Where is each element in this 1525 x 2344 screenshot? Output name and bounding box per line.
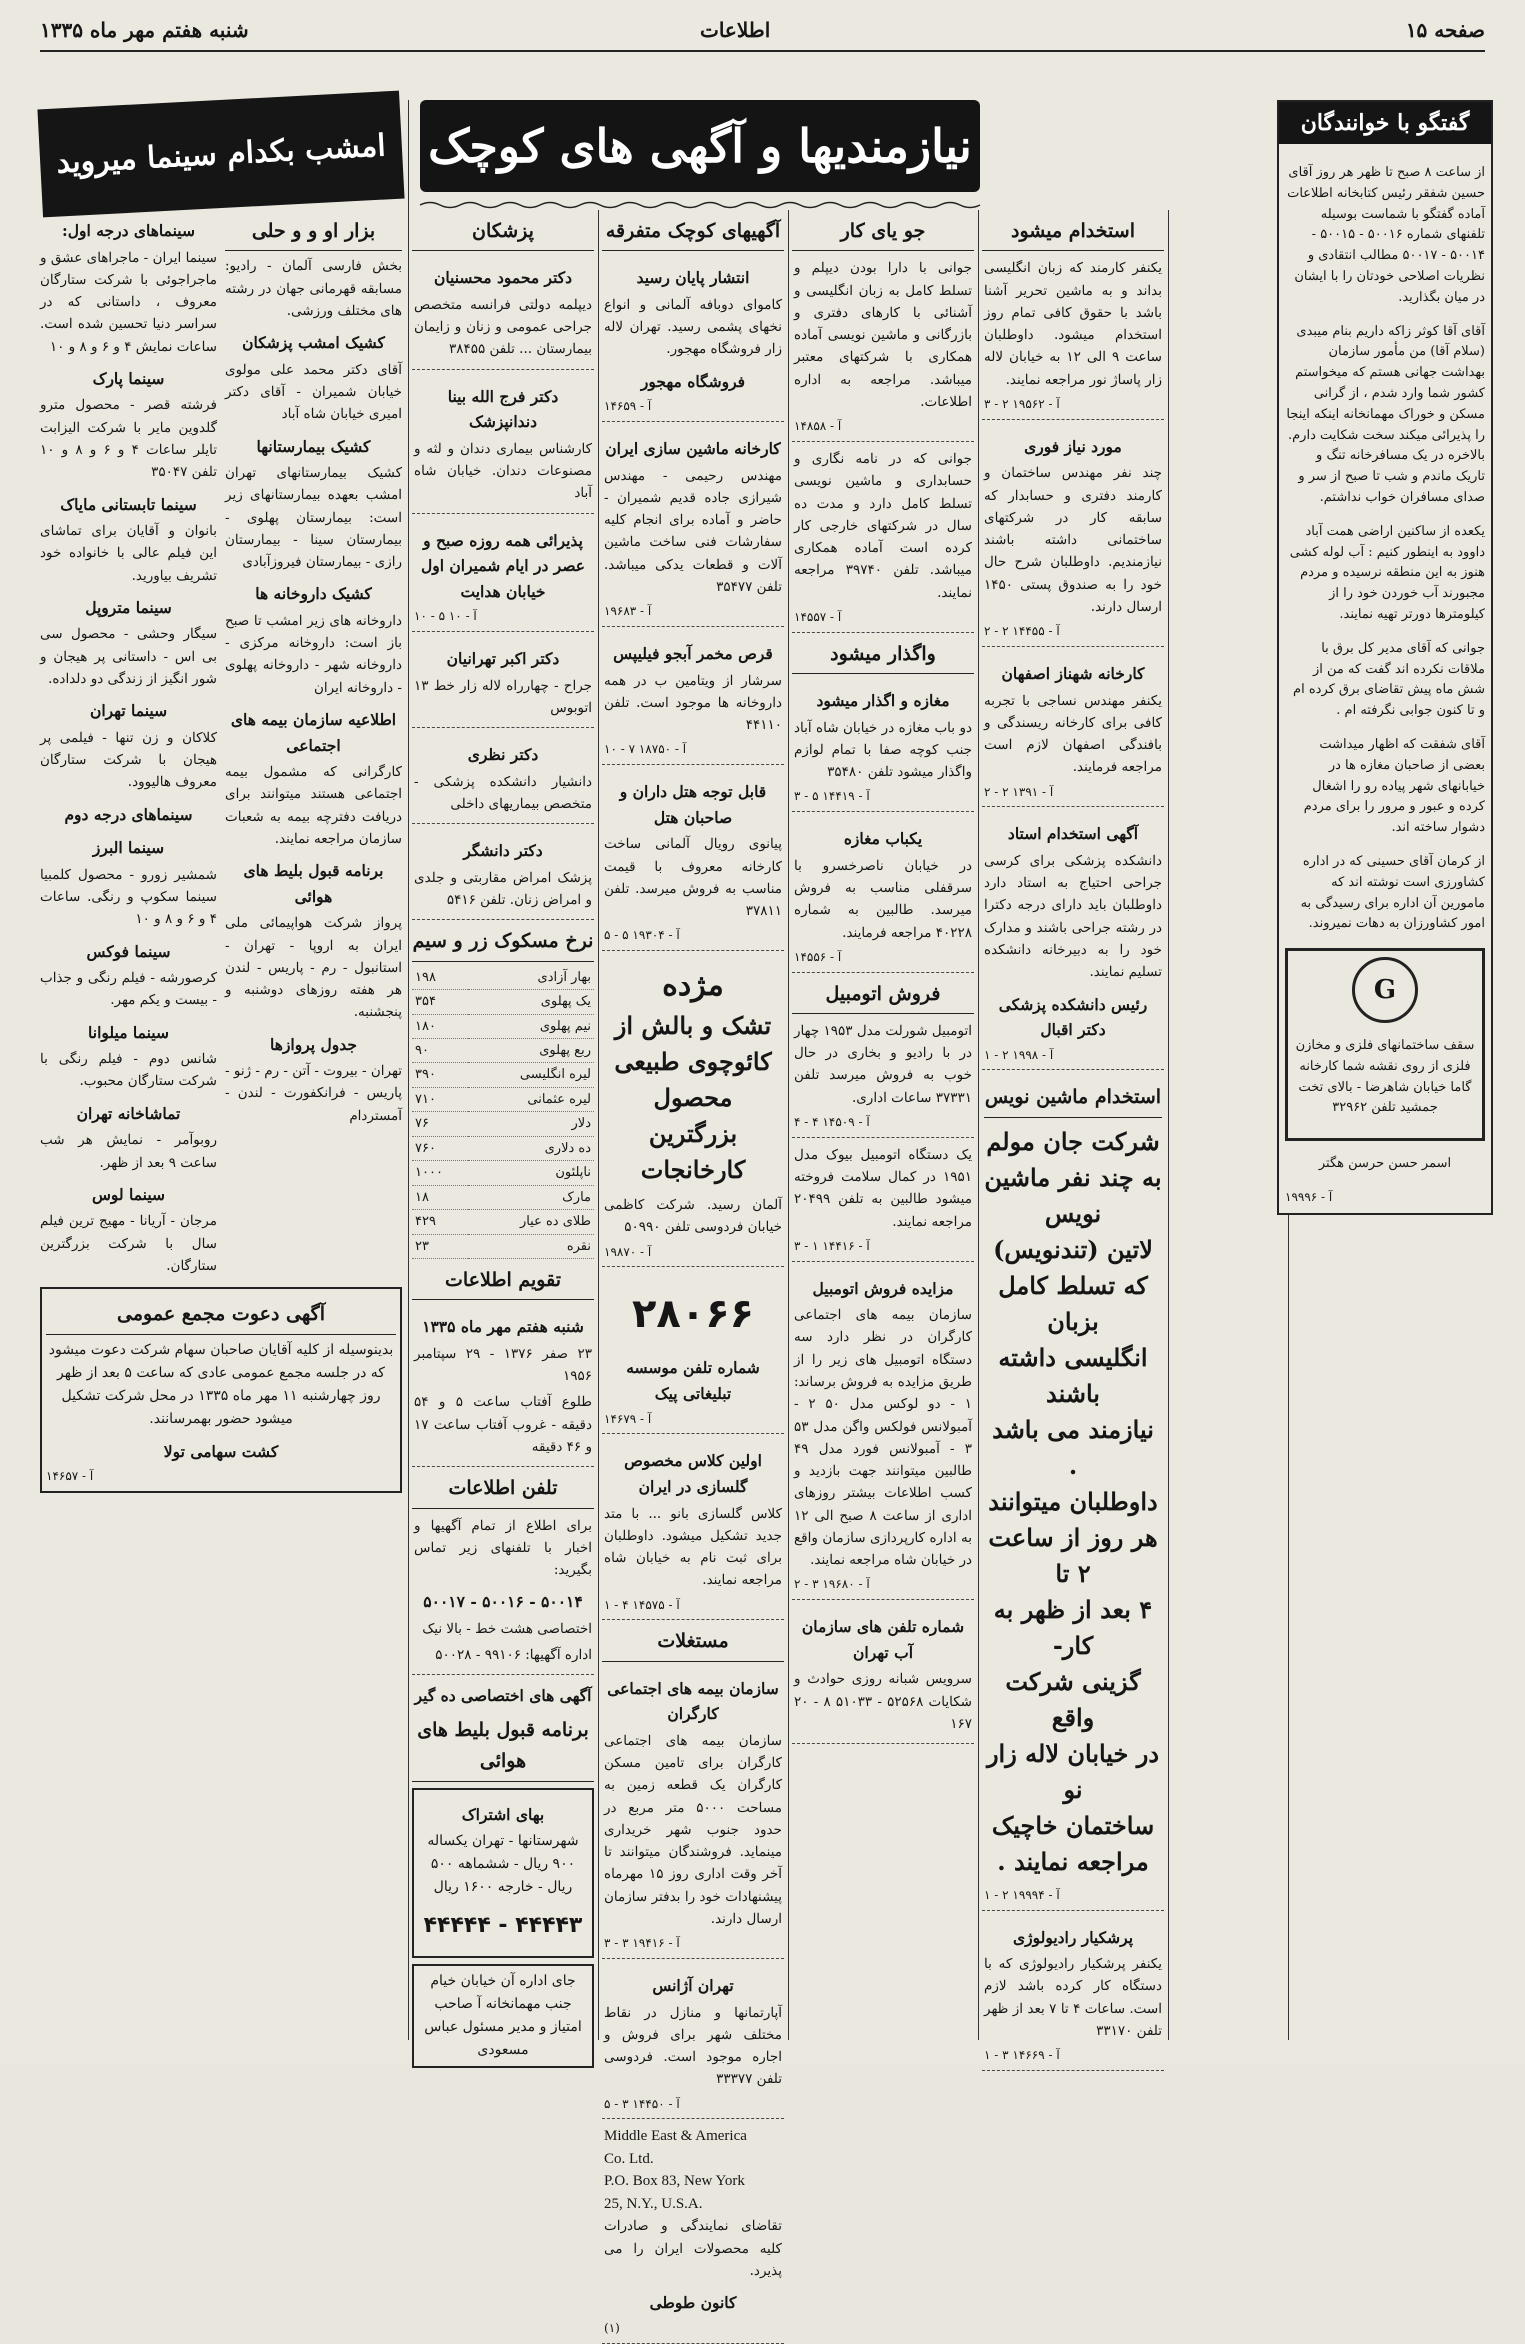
section-title: استخدام میشود xyxy=(982,216,1164,251)
classifieds-banner: نیازمندیها و آگهی های کوچک xyxy=(420,100,980,192)
price-name: طلای ده عیار xyxy=(468,1210,594,1234)
publisher-box: جای اداره آن خیابان خیام جنب مهمانخانه آ صاحب امتیاز و مدیر مسئول عباس مسعودی xyxy=(412,1964,594,2068)
price-row xyxy=(412,1014,594,1038)
ad-heading: برنامه قبول بلیط های هوائی xyxy=(243,861,384,906)
ad-reference: آ - ۱۹۴۱۶ ۳ - ۳ xyxy=(604,1936,680,1951)
notice-signature: کشت سهامی تولا xyxy=(163,1441,279,1461)
ganma-text: سقف ساختمانهای فلزی و مخازن فلزی از روی نقشه شما کارخانه گاما خیابان شاهرضا - بالای تخت جمشید تلفن ۳۲۹۶۲ xyxy=(1295,1038,1475,1116)
ad-text: روبوآمر - نمایش هر شب ساعت ۹ بعد از ظهر. xyxy=(40,1132,217,1171)
ad-text: شانس دوم - فیلم رنگی با شرکت ستارگان محبوب. xyxy=(40,1051,217,1090)
price-row xyxy=(412,1185,594,1209)
ad-heading: آگهی استخدام استاد xyxy=(1007,824,1139,844)
ad-heading: فروشگاه مهجور xyxy=(640,371,746,391)
english-line: Middle East & America xyxy=(604,2128,747,2145)
ad-text: یکنفر کارمند که زبان انگلیسی بداند و به ماشین تحریر آشنا باشد با حقوق کافی تمام روز استخدام میشود. داوطلبان ساعت ۹ الی ۱۲ به خیابان لاله زار پاساژ نور مراجعه نمایند. xyxy=(984,260,1162,388)
price-name: لیره انگلیسی xyxy=(468,1063,594,1087)
price-name: بهار آزادی xyxy=(468,966,594,990)
price-value: ۴۲۹ xyxy=(412,1210,468,1234)
ad-heading: سینماهای درجه دوم xyxy=(64,804,193,824)
ad-item xyxy=(792,1142,974,1262)
ad-heading: انتشار پایان رسید xyxy=(636,268,750,288)
ad-big-line: که تسلط کامل بزبان xyxy=(998,1270,1148,1336)
ad-heading: اولین کلاس مخصوص گلسازی در ایران xyxy=(624,1451,762,1496)
ad-text: جوانی که در نامه نگاری و حسابداری و ماشین نویسی تسلط کامل دارد و مدت ده سال در شرکتهای خارجی کار کرده است آماده همکاری میباشد. تلفن ۳۹۷۴۰ مراجعه نمایند. xyxy=(794,451,972,601)
readers-signature: اسمر حسن حرسن هگتر xyxy=(1318,1156,1452,1172)
ad-heading: کشیک بیمارستانها xyxy=(256,436,371,456)
ad-item xyxy=(602,255,784,422)
ganma-ad xyxy=(1285,948,1485,1141)
notice-text: بدینوسیله از کلیه آقایان صاحبان سهام شرکت دعوت میشود که در جلسه مجمع عمومی عادی که ساعت ۵ بعد از ظهر روز چهارشنبه ۱۱ مهر ماه ۱۳۳۵ در محل شرکت تشکیل میشود حضور بهمرسانند. xyxy=(48,1341,394,1427)
ad-big-line: نیازمند می باشد . xyxy=(992,1414,1154,1480)
readers-paragraph: جوانی که آقای مدیر کل برق با ملاقات نکرده اند گفت که من از شش ماه پیش تقاضای برق کرده ام و تا کنون جوابی نگرفته ام . xyxy=(1293,640,1485,719)
calendar-lines: ۲۳ صفر ۱۳۷۶ - ۲۹ سپتامبر ۱۹۵۶ xyxy=(414,1345,592,1385)
ad-heading: تهران آژانس xyxy=(652,1976,734,1996)
ad-heading: سازمان بیمه های اجتماعی کارگران xyxy=(607,1678,779,1724)
ad-reference: آ - ۱۴۶۵۹ xyxy=(604,399,652,414)
ad-reference: آ - ۱۹۹۹۶ xyxy=(1285,1190,1333,1205)
ad-reference: آ - ۱۹۶۸۰ ۳ - ۲ xyxy=(794,1577,870,1592)
ad-text: اداره آگهیها: ۹۹۱۰۶ - ۵۰۰۲۸ xyxy=(435,1647,592,1664)
ad-reference: آ - ۱۴۵۵۶ xyxy=(794,949,842,964)
price-name: دلار xyxy=(468,1112,594,1136)
ad-item xyxy=(792,255,974,442)
ad-heading: سینما پارک xyxy=(92,368,165,388)
price-name: ده دلاری xyxy=(468,1136,594,1160)
price-row xyxy=(412,1063,594,1087)
readers-column xyxy=(1277,100,1493,1215)
ad-text: تهران - بیروت - آتن - رم - ژنو - پاریس - فرانکفورت - لندن - آمستردام xyxy=(225,1063,402,1124)
ad-big-line: گزینی شرکت واقع xyxy=(1005,1666,1141,1732)
ad-text: آپارتمانها و منازل در نقاط مختلف شهر برای فروش و اجاره موجود است. فردوسی تلفن ۳۳۳۷۷ xyxy=(604,2004,782,2088)
ad-big-line: بزرگترین کارخانجات xyxy=(640,1119,746,1185)
section-title: آگهیهای کوچک متفرقه xyxy=(602,216,784,251)
ad-text: اختصاصی هشت خط - بالا نیک xyxy=(422,1620,592,1637)
price-name: ربع پهلوی xyxy=(468,1039,594,1063)
hiring-column xyxy=(982,210,1164,2063)
english-line: P.O. Box 83, New York xyxy=(604,2173,745,2190)
ad-heading: دکتر اکبر تهرانیان xyxy=(446,649,560,669)
section-title: مستغلات xyxy=(602,1626,784,1661)
ad-item xyxy=(602,426,784,627)
ad-text: داروخانه های زیر امشب تا صبح باز است: داروخانه مرکزی - داروخانه شهر - داروخانه پهلوی - داروخانه ایران xyxy=(225,612,402,696)
ad-heading: پرشکیار رادیولوژی xyxy=(1012,1927,1134,1947)
ad-item xyxy=(602,631,784,765)
ad-text: دیپلمه دولتی فرانسه متخصص جراحی عمومی و زنان و زایمان بیمارستان ... تلفن ۳۸۴۵۵ xyxy=(414,296,592,358)
ad-big-line: در خیابان لاله زار نو xyxy=(986,1738,1160,1804)
ad-text: جراح - چهارراه لاله زار خط ۱۳ اتوبوس xyxy=(414,677,592,716)
jobseek-column xyxy=(792,210,974,2030)
price-value: ۱۸ xyxy=(412,1185,468,1209)
ad-reference: آ - ۱۴۶۷۹ xyxy=(604,1411,652,1426)
cinema-column xyxy=(40,210,402,2030)
ad-big-line: هر روز از ساعت ۲ تا xyxy=(988,1522,1158,1588)
ad-heading: یکباب مغازه xyxy=(843,829,923,849)
ad-text: پزشک امراض مقاربتی و جلدی و امراض زنان. تلفن ۵۴۱۶ xyxy=(414,869,592,909)
phone-number: ۲۸۰۶۶ xyxy=(631,1291,755,1338)
paper-name: اطلاعات xyxy=(700,18,771,42)
price-value: ۹۰ xyxy=(412,1039,468,1063)
ad-heading: بهای اشتراک xyxy=(461,1804,545,1824)
cinema-subcolumn-left xyxy=(225,210,402,1281)
ad-reference: آ - ۱۳۹۱ ۲ - ۲ xyxy=(984,784,1054,799)
subscription-box xyxy=(412,1788,594,1958)
ad-item xyxy=(982,255,1164,419)
ad-text: برای اطلاع از تمام آگهیها و اخبار با تلفنهای زیر تماس بگیرید: xyxy=(414,1517,592,1579)
issue-date: شنبه هفتم مهر ماه ۱۳۳۵ xyxy=(40,18,249,42)
ad-text: آقای دکتر محمد علی مولوی خیابان شمیران - آقای دکتر امیری خیابان شاه آباد xyxy=(225,361,402,423)
price-row xyxy=(412,1039,594,1063)
ad-text: جوانی با دارا بودن دیپلم و تسلط کامل به زبان انگلیسی و آشنائی با کارهای دفتری و بازرگانی و ماشین نویسی آماده همکاری با شرکتهای معتبر میباشد. مراجعه به اداره اطلاعات. xyxy=(794,260,972,410)
ad-item xyxy=(792,678,974,812)
price-name: یک پهلوی xyxy=(468,990,594,1014)
price-row xyxy=(412,1234,594,1258)
ad-reference: آ - ۱۴۶۶۹ ۳ - ۱ xyxy=(984,2048,1060,2063)
ad-big-line: داوطلبان میتوانند xyxy=(988,1486,1158,1516)
section-title: آگهی های اختصاصی ده گیر xyxy=(414,1686,592,1706)
ad-heading: دکتر نظری xyxy=(467,745,539,765)
ad-big-line: ساختمان خاچیک xyxy=(991,1810,1155,1840)
ad-item xyxy=(412,828,594,920)
ad-heading: کارخانه شهناز اصفهان xyxy=(1001,663,1145,683)
ad-reference: آ - ۱۴۴۱۹ ۵ - ۳ xyxy=(794,789,870,804)
ad-heading: دکتر فرج الله بینا دندانپزشک xyxy=(447,386,559,432)
section-title: برنامه قبول بلیط های هوائی xyxy=(412,1715,594,1782)
price-row xyxy=(412,1210,594,1234)
ad-heading: کشیک داروخانه ها xyxy=(255,584,372,604)
ad-reference: آ - ۱۹۹۹۴ ۲ - ۱ xyxy=(984,1887,1060,1902)
notice-title: آگهی دعوت مجمع عمومی xyxy=(46,1299,396,1334)
price-value: ۳۹۰ xyxy=(412,1063,468,1087)
ad-text: کلاس گلسازی بانو ... با متد جدید تشکیل میشود. داوطلبان برای ثبت نام به خیابان شاه مراجعه نمایند. xyxy=(604,1505,782,1589)
calendar-box xyxy=(412,1304,594,1467)
ad-text: دو باب مغازه در خیابان شاه آباد جنب کوچه صفا با تمام لوازم واگذار میشود تلفن ۳۵۴۸۰ xyxy=(794,719,972,781)
ad-signature: رئیس دانشکده پزشکی دکتر اقبال xyxy=(998,994,1148,1040)
mattress-ad xyxy=(602,955,784,1267)
ad-text: یک دستگاه اتومبیل بیوک مدل ۱۹۵۱ در کمال سلامت فروخته میشود طالبین به تلفن ۲۰۴۹۹ مراجعه نمایند. xyxy=(794,1146,972,1230)
price-name: مارک xyxy=(468,1185,594,1209)
ad-heading: تماشاخانه تهران xyxy=(76,1103,181,1123)
coin-price-table xyxy=(412,966,594,1259)
price-row xyxy=(412,1136,594,1160)
column-rule xyxy=(408,100,409,2040)
section-title: نرخ مسکوک زر و سیم xyxy=(412,926,594,961)
ad-text: کرصورشه - فیلم رنگی و جذاب - بیست و یکم مهر. xyxy=(40,970,217,1009)
ad-heading: سینما البرز xyxy=(92,838,165,858)
section-title: بزار او و و حلی xyxy=(225,216,402,251)
ad-item xyxy=(412,374,594,514)
price-name: لیره عثمانی xyxy=(468,1087,594,1111)
ad-heading: قابل توجه هتل داران و صاحبان هتل xyxy=(619,782,767,827)
ad-text: چند نفر مهندس ساختمان و کارمند دفتری و حسابدار که سابقه کار در شرکتهای ساختمانی داشته باشند نیازمندیم. داوطلبان شرح حال خود را به صندوق پستی ۱۴۵۰ ارسال دارند. xyxy=(984,465,1162,615)
ad-text: بانوان و آقایان برای تماشای این فیلم عالی با خانواده خود تشریف بیاورید. xyxy=(40,523,217,584)
ad-text: مرجان - آریانا - مهیج ترین فیلم سال با شرکت بزرگترین ستارگان. xyxy=(40,1213,217,1274)
ad-item xyxy=(602,769,784,951)
ad-item xyxy=(792,1018,974,1138)
phone-numbers: ۴۴۴۴۳ - ۴۴۴۴۴ xyxy=(423,1912,583,1938)
ad-heading: مغازه و اگذار میشود xyxy=(816,691,950,710)
ad-item xyxy=(982,811,1164,1070)
ad-text: شمشیر زورو - محصول کلمبیا سینما سکوپ و رنگی. ساعات ۴ و ۶ و ۸ و ۱۰ xyxy=(40,866,217,928)
ad-heading: سینما فوکس xyxy=(86,941,171,961)
ad-text: کشیک بیمارستانهای تهران امشب بعهده بیمارستانهای زیر است: بیمارستان پهلوی - بیمارستان سینا - بیمارستان رازی - بیمارستان فیروزآبادی xyxy=(225,465,402,571)
price-name: نقره xyxy=(468,1234,594,1258)
ad-reference: (۱) xyxy=(604,2320,620,2335)
calendar-text: طلوع آفتاب ساعت ۵ و ۵۴ دقیقه - غروب آفتاب ساعت ۱۷ و ۴۶ دقیقه xyxy=(414,1394,592,1455)
ad-text: پیانوی رویال آلمانی ساخت کارخانه معروف با قیمت مناسب به فروش میرسد. تلفن ۳۷۸۱۱ xyxy=(604,836,782,920)
price-value: ۱۰۰۰ xyxy=(412,1161,468,1185)
section-title: جو یای کار xyxy=(792,216,974,251)
ad-text: سیگار وحشی - محصول سی بی اس - داستانی پر هیجان و شور انگیز از زندگی دو دلداده. xyxy=(40,626,217,687)
ad-reference: آ - ۱۴۵۰۹ ۴ - ۴ xyxy=(794,1114,870,1129)
price-value: ۷۶۰ xyxy=(412,1136,468,1160)
cinema-banner: امشب بکدام سینما میروید xyxy=(37,91,404,218)
misc-column xyxy=(602,210,784,2335)
ad-heading: کانون طوطی xyxy=(649,2293,737,2313)
banner-ornament xyxy=(420,200,980,210)
ad-heading: کشیک امشب پزشکان xyxy=(242,333,385,353)
ad-text: کارگرانی که مشمول بیمه اجتماعی هستند میتوانند برای دریافت دفترچه بیمه به شعبات سازمان مراجعه نمایند. xyxy=(225,764,402,847)
price-row xyxy=(412,966,594,990)
ad-reference: آ - ۱۴۶۵۷ xyxy=(46,1469,94,1484)
readers-paragraph: از کرمان آقای حسینی که در اداره کشاورزی است نوشته اند که مامورین آن اداره برای رسیدگی به امور کشاورزان به دهات نمیروند. xyxy=(1300,853,1485,932)
ad-reference: آ - ۱۹۹۸ ۲ - ۱ xyxy=(984,1047,1054,1062)
ad-reference: آ - ۱۴۸۵۸ xyxy=(794,419,842,434)
ad-big-line: شرکت جان مولم xyxy=(986,1126,1160,1156)
ad-text: اتومبیل شورلت مدل ۱۹۵۳ چهار در با رادیو و بخاری در حال خوب به فروش میرسد تلفن ۳۷۳۳۱ ساعات اداری. xyxy=(794,1022,972,1106)
ad-heading: مزایده فروش اتومبیل xyxy=(812,1278,954,1298)
ad-text: سازمان بیمه های اجتماعی کارگران در نظر دارد سه دستگاه اتومبیل های زیر را از طریق مزایده به فروش برساند: ۱ - دو لوکس مدل ۵۰ ۲ - آمبولانس فولکس واگن مدل ۵۳ ۳ - آمبولانس فورد مدل ۴۹ طالبین میتوانند جهت بازدید و کسب اطلاعات بیشتر روزهای اداری از ساعت ۸ صبح الی ۱۲ به اداره کارپردازی سازمان واقع در خیابان شاه مراجعه نمایند. xyxy=(794,1307,972,1569)
ad-text: کلاکان و زن تنها - فیلمی پر هیجان با شرکت ستارگان معروف هالیوود. xyxy=(40,729,217,791)
ad-text: شهرستانها - تهران یکساله ۹۰۰ ریال - ششماهه ۵۰۰ ریال - خارجه ۱۶۰۰ ریال xyxy=(427,1833,579,1896)
ad-item xyxy=(792,1604,974,1744)
ad-reference: آ - ۱۹۶۸۳ xyxy=(604,604,652,619)
ad-item xyxy=(982,651,1164,807)
calendar-date: شنبه هفتم مهر ماه ۱۳۳۵ xyxy=(422,1317,584,1337)
ad-text: تقاضای نمایندگی و صادرات کلیه محصولات ایران را می پذیرد. xyxy=(604,2218,782,2279)
readers-paragraph: آقای شفقت که اظهار میداشت بعضی از صاحبان مغازه ها در خیابانهای شهر پیاده رو را اشغال کرده و عبور و مرور را برای مردم دشوار ساخته اند. xyxy=(1303,736,1485,836)
section-title: واگذار میشود xyxy=(792,639,974,674)
price-name: ناپلئون xyxy=(468,1161,594,1185)
column-rule xyxy=(1168,210,1169,2040)
ad-item xyxy=(412,732,594,824)
ad-heading: جدول پروازها xyxy=(270,1034,357,1054)
ad-heading: استخدام ماشین نویس xyxy=(984,1082,1162,1117)
ad-heading: شماره تلفن موسسه تبلیغاتی پیک xyxy=(626,1358,760,1404)
ad-heading: سینماهای درجه اول: xyxy=(62,221,195,240)
ad-reference: آ - ۱۰ ۵ - ۱۰ xyxy=(414,609,477,624)
ad-item xyxy=(792,1266,974,1601)
phone-ad xyxy=(602,1271,784,1434)
ganma-logo-icon: G xyxy=(1352,957,1418,1023)
ad-text: مهندس رحیمی - مهندس شیرازی جاده قدیم شمیران - حاضر و آماده برای انجام کلیه سفارشات فنی ساخت ماشین آلات و قطعات یدکی میباشد. تلفن ۳۵۴۷۷ xyxy=(604,467,782,595)
column-rule xyxy=(788,210,789,2040)
price-row xyxy=(412,1087,594,1111)
typist-ad xyxy=(982,1074,1164,1910)
ad-heading: پذیرائی همه روزه صبح و عصر در ایام شمیران اول خیابان هدایت xyxy=(420,530,586,601)
price-row xyxy=(412,1112,594,1136)
ad-item xyxy=(792,446,974,633)
ad-heading: قرص مخمر آبجو فیلیپس xyxy=(613,644,773,664)
ad-reference: آ - ۱۸۷۵۰ ۷ - ۱۰ xyxy=(604,742,687,757)
column-rule xyxy=(978,210,979,2040)
ad-text: کاموای دوبافه آلمانی و انواع نخهای پشمی رسید. تهران لاله زار فروشگاه مهجور. xyxy=(604,296,782,358)
ad-big-line: لاتین (تندنویس) xyxy=(993,1234,1153,1264)
ad-item xyxy=(412,255,594,369)
price-value: ۳۵۴ xyxy=(412,990,468,1014)
english-line: 25, N.Y., U.S.A. xyxy=(604,2195,703,2212)
ad-heading: سینما متروپل xyxy=(85,597,172,617)
ad-big-line: کائوچوی طبیعی محصول xyxy=(614,1047,772,1113)
phone-box xyxy=(412,1513,594,1676)
ad-big-line: به چند نفر ماشین نویس xyxy=(984,1162,1162,1228)
cinema-subcolumn-right xyxy=(40,210,217,1281)
ad-reference: آ - ۱۴۵۵۷ xyxy=(794,609,842,624)
ad-reference: آ - ۱۴۴۵۰ ۳ - ۵ xyxy=(604,2096,680,2111)
ad-reference: آ - ۱۹۸۷۰ xyxy=(604,1244,652,1259)
ad-heading: دکتر دانشگر xyxy=(463,841,543,861)
ad-heading: سینما تهران xyxy=(89,701,168,721)
phone-numbers: ۵۰۰۱۴ - ۵۰۰۱۶ - ۵۰۰۱۷ xyxy=(423,1592,583,1612)
ad-big-line: تشک و بالش از xyxy=(614,1011,772,1041)
ad-text: پرواز شرکت هواپیمائی ملی ایران به اروپا - تهران - استانبول - رم - پاریس - لندن هر هفته روزهای دوشنبه و پنجشنبه. xyxy=(225,915,402,1021)
readers-paragraph: آقای آقا کوثر زاکه داریم بنام میبدی (سلام آقا) من مأمور سازمان بهداشت جهانی هستم که میخواستم کشور شما وارد شدم ، از گرانی مسکن و خوراک مهمانخانه اینکه اینجا را پذیرائی میکند سخت شکایت دارم. بالاخره در یک مسافرخانه تنگ و تاریک ماندم و شب تا صبح از سر و صدای مسافران خواب نداشتم. xyxy=(1286,323,1485,505)
ad-text: یکنفر پرشکیار رادیولوژی که با دستگاه کار کرده باشد لازم است. ساعات ۴ تا ۷ بعد از ظهر تلفن ۳۳۱۷۰ xyxy=(984,1956,1162,2039)
ad-text: یکنفر مهندس نساجی با تجربه کافی برای کارخانه ریسندگی و بافندگی اصفهان لازم است مراجعه فرمایند. xyxy=(984,692,1162,776)
column-rule xyxy=(598,210,599,2040)
ad-item xyxy=(602,1666,784,1959)
ad-text: بخش فارسی آلمان - رادیو: مسابقه قهرمانی جهان در رشته های مختلف ورزشی. xyxy=(225,258,402,319)
section-title: تلفن اطلاعات xyxy=(412,1473,594,1508)
english-ad xyxy=(602,2123,784,2343)
ad-reference: آ - ۱۴۴۱۶ ۱ - ۳ xyxy=(794,1238,870,1253)
price-value: ۲۳ xyxy=(412,1234,468,1258)
ad-heading: سینما لوس xyxy=(91,1184,166,1204)
ad-text: سینما ایران - ماجراهای عشق و ماجراجوئی با شرکت ستارگان معروف ، داستانی که در سراسر دنیا تحسین شده است. ساعات نمایش ۴ و ۶ و ۸ و ۱۰ xyxy=(40,249,217,355)
price-value: ۱۸۰ xyxy=(412,1014,468,1038)
ad-item xyxy=(982,1915,1164,2071)
price-value: ۷۶ xyxy=(412,1112,468,1136)
assembly-notice xyxy=(40,1287,402,1493)
ad-heading: کارخانه ماشین سازی ایران xyxy=(605,439,781,459)
ad-heading: سینما تابستانی مایاک xyxy=(60,494,197,514)
ad-heading: دکتر محمود محسنیان xyxy=(433,268,573,288)
ad-text: کارشناس بیماری دندان و لثه و مصنوعات دندان. خیابان شاه آباد xyxy=(414,440,592,502)
ad-item xyxy=(602,1963,784,2119)
page-number: صفحه ۱۵ xyxy=(1405,18,1485,42)
price-row xyxy=(412,1161,594,1185)
ad-heading: شماره تلفن های سازمان آب تهران xyxy=(801,1617,965,1662)
ad-big-line: ۴ بعد از ظهر به کار- xyxy=(993,1594,1153,1660)
readers-paragraph: یکعده از ساکنین اراضی همت آباد داوود به اینطور کنیم : آب لوله کشی هنوز به این منطقه نرسیده و مردم مجبورند آب خوردن خود را از کیلومترها دورتر تهیه نمایند. xyxy=(1289,523,1485,622)
price-row xyxy=(412,990,594,1014)
ad-text: دانشکده پزشکی برای کرسی جراحی احتیاج به استاد دارد داوطلبان باید دارای درجه دکترا در رشته جراحی باشند و مدارک خود را به دبیرخانه دانشکده تسلیم نمایند. xyxy=(984,852,1162,981)
price-value: ۱۹۸ xyxy=(412,966,468,990)
ad-reference: آ - ۱۹۳۰۴ ۵ - ۵ xyxy=(604,928,680,943)
price-value: ۷۱۰ xyxy=(412,1087,468,1111)
readers-title: گفتگو با خوانندگان xyxy=(1279,102,1491,144)
section-title: پزشکان xyxy=(412,216,594,251)
ad-reference: آ - ۱۹۵۶۲ ۲ - ۳ xyxy=(984,396,1060,411)
ad-item xyxy=(602,1438,784,1620)
section-title: تقویم اطلاعات xyxy=(412,1265,594,1300)
ad-text: آلمان رسید. شرکت کاظمی خیابان فردوسی تلفن ۵۰۹۹۰ xyxy=(604,1197,782,1236)
english-line: Co. Ltd. xyxy=(604,2150,654,2167)
ad-item xyxy=(982,424,1164,647)
ad-heading: اطلاعیه سازمان بیمه های اجتماعی xyxy=(230,710,397,755)
ad-heading: سینما میلوانا xyxy=(88,1022,169,1042)
ad-item xyxy=(412,636,594,728)
ad-item xyxy=(792,816,974,972)
ad-text: سازمان بیمه های اجتماعی کارگران برای تامین مسکن کارگران یک قطعه زمین به مساحت ۵۰۰۰ متر مربع در حدود جنوب شهر خریداری مینماید. فروشندگان میتوانند تا آخر وقت اداری روز ۱۵ مهرماه پیشنهادات خود را بدفتر سازمان ارسال دارند. xyxy=(604,1732,783,1927)
doctors-column xyxy=(412,210,594,2059)
ad-text: فرشته قصر - محصول مترو گلدوین مایر با شرکت الیزابت تایلر ساعات ۴ و ۶ و ۸ و ۱۰ تلفن ۳۵۰۴۷ xyxy=(40,397,218,481)
ad-reference: آ - ۱۴۵۷۵ ۴ - ۱ xyxy=(604,1597,680,1612)
header-rule xyxy=(40,50,1485,52)
ad-big-line: انگلیسی داشته باشند xyxy=(998,1342,1148,1408)
ad-reference: آ - ۱۴۴۵۵ ۲ - ۲ xyxy=(984,624,1060,639)
ad-text: دانشیار دانشکده پزشکی - متخصص بیماریهای داخلی xyxy=(414,773,592,813)
ad-text: سرشار از ویتامین ب در همه داروخانه ها موجود است. تلفن ۴۴۱۱۰ xyxy=(604,672,782,734)
ad-heading: مورد نیاز فوری xyxy=(1024,436,1122,456)
section-title: فروش اتومبیل xyxy=(792,979,974,1014)
price-name: نیم پهلوی xyxy=(468,1014,594,1038)
ad-text: سرویس شبانه روزی حوادث و شکایات ۵۲۵۶۸ - ۵۱۰۳۳ ۸ - ۲۰ ۱۶۷ xyxy=(794,1671,972,1732)
ad-big-line: مژده xyxy=(662,968,724,1004)
ad-big-line: مراجعه نمایند . xyxy=(997,1846,1149,1876)
readers-paragraph: از ساعت ۸ صبح تا ظهر هر روز آقای حسین شفقر رئیس کتابخانه اطلاعات آماده گفتگو با شماست بوسیله تلفنهای شماره ۵۰۰۱۶ - ۵۰۰۱۵ - ۵۰۰۱۴ - ۵۰۰۱۷ مطالب انتقادی و نظریات اصلاحی خودتان را با ایشان در میان بگذارید. xyxy=(1287,165,1485,305)
ad-text: در خیابان ناصرخسرو با سرقفلی مناسب به فروش میرسد. طالبین به شماره ۴۰۲۲۸ مراجعه فرمایند. xyxy=(794,857,972,941)
ad-item xyxy=(412,518,594,632)
